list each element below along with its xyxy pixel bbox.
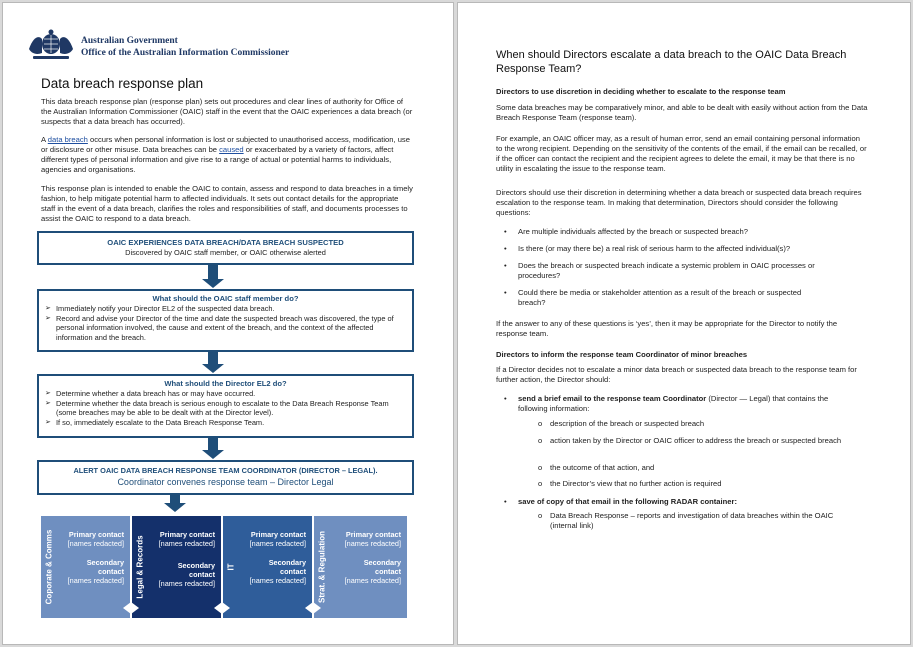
circle-bullet-icon: o	[538, 511, 543, 520]
flow-box-2-heading: What should the OAIC staff member do?	[152, 294, 299, 303]
staff-actions-list	[45, 304, 406, 342]
flow-box-director	[37, 374, 414, 438]
action-save-copy: save of copy of that email in the following RADAR container:	[518, 497, 737, 506]
list-item: ➢ Determine whether a data breach has or may have occurred.	[45, 389, 406, 399]
primary-value: [names redacted]	[249, 539, 306, 548]
intro-paragraph: This data breach response plan (response plan) sets out procedures and clear lines of authority for Office of the Australian Information Commissioner (OAIC) staff in the event that the OAIC experiences a data breach (or suspects that a data breach has occurred).	[41, 97, 413, 126]
flow-box-alert-coordinator	[37, 460, 414, 495]
connector-triangle	[313, 602, 321, 614]
secondary-value: [names redacted]	[158, 579, 215, 588]
flow-box-4-heading: ALERT OAIC DATA BREACH RESPONSE TEAM COORDINATOR (DIRECTOR – LEGAL).	[73, 466, 378, 475]
paragraph-director-should: If a Director decides not to escalate a minor data breach or suspected data breach to the response team for further action, the Director should:	[496, 365, 857, 384]
circle-bullet-icon: o	[538, 436, 543, 445]
purpose-paragraph: This response plan is intended to enable the OAIC to contain, assess and respond to data breaches in a timely fashion, to help mitigate potential harm to affected individuals. It sets out contact details for the appropriate staff in the event of a data breach, clarifies the roles and responsibilities of staff, and documents processes to assist the OAIC to respond to a data breach.	[41, 184, 413, 223]
team-it	[223, 516, 312, 618]
circle-bullet-icon: o	[538, 463, 543, 472]
definition-paragraph	[41, 135, 413, 175]
info-item: the Director’s view that no further action is required	[550, 479, 722, 488]
secondary-contact	[68, 558, 124, 585]
secondary-value: [names redacted]	[67, 576, 124, 585]
oaic-logo	[25, 29, 290, 63]
bullet-icon: •	[504, 497, 507, 506]
document-title: Data breach response plan	[41, 76, 204, 91]
circle-bullet-icon: o	[538, 419, 543, 428]
secondary-label: Secondary	[86, 558, 124, 567]
connector-triangle	[131, 602, 139, 614]
flow-arrow-4-head	[164, 503, 186, 512]
secondary-contact	[345, 558, 401, 585]
team-name: Legal & Records	[135, 535, 145, 599]
flow-arrow-2-shaft	[208, 352, 218, 364]
definition-suffix: or exacerbated by a variety of factors, affect different types of personal information and give rise to a range of actual or potential harms to individuals, agencies and organisations.	[41, 144, 394, 174]
team-corporate-comms	[41, 516, 130, 618]
flow-box-breach-suspected	[37, 231, 414, 265]
team-strat-regulation	[314, 516, 407, 618]
team-name: IT	[226, 563, 236, 571]
info-item: action taken by the Director or OAIC officer to address the breach or suspected breach	[550, 436, 842, 445]
primary-value: [names redacted]	[67, 539, 124, 548]
question-item: Are multiple individuals affected by the breach or suspected breach?	[518, 227, 748, 236]
team-name: Strat. & Regulation	[317, 530, 327, 604]
flow-arrow-1-shaft	[208, 265, 218, 279]
secondary-value: [names redacted]	[344, 576, 401, 585]
secondary-label: Secondary	[177, 561, 215, 570]
definition-prefix: A	[41, 135, 48, 144]
flow-arrow-1-head	[202, 279, 224, 288]
question-item: Is there (or may there be) a real risk of serious harm to the affected individual(s)?	[518, 244, 791, 253]
office-name: Office of the Australian Information Commissioner	[81, 48, 290, 58]
flow-box-1-subtext: Discovered by OAIC staff member, or OAIC otherwise alerted	[125, 248, 326, 257]
document-page-1	[2, 2, 454, 645]
secondary-label-2: contact	[98, 567, 124, 576]
send-email-bold: send a brief email to the response team Coordinator	[518, 394, 707, 403]
primary-label: Primary contact	[250, 530, 306, 539]
list-item: ➢ Immediately notify your Director EL2 of the suspected data breach.	[45, 304, 406, 314]
document-page-2	[457, 2, 911, 645]
bullet-icon: •	[504, 288, 507, 297]
bullet-icon: •	[504, 227, 507, 236]
flow-box-1-heading: OAIC EXPERIENCES DATA BREACH/DATA BREACH SUSPECTED	[107, 238, 344, 247]
primary-contact	[345, 530, 401, 548]
flow-arrow-2-head	[202, 364, 224, 373]
government-name: Australian Government	[81, 36, 178, 46]
flow-arrow-3-head	[202, 450, 224, 459]
definition-middle: occurs when personal information is lost or subjected to unauthorised access, modification, use or disclosure or other misuse. Data breaches can be	[41, 135, 410, 154]
secondary-contact	[250, 558, 306, 585]
secondary-contact	[159, 561, 215, 588]
list-item: ➢ If so, immediately escalate to the Data Breach Response Team.	[45, 418, 406, 428]
secondary-value: [names redacted]	[249, 576, 306, 585]
circle-bullet-icon: o	[538, 479, 543, 488]
team-name: Coporate & Comms	[44, 529, 54, 605]
list-item: ➢ Record and advise your Director of the time and date the suspected breach was discovered, the type of personal information involved, the cause and extent of the breach, and the context of the affected information and the breach.	[45, 314, 406, 343]
paragraph-discretion: Directors should use their discretion in determining whether a data breach or suspected data breach requires escalation to the response team. In making that determination, Directors should consider the following questions:	[496, 188, 862, 217]
paragraph-minor-breaches: Some data breaches may be comparatively minor, and able to be dealt with easily without action from the Data Breach Response Team (response team).	[496, 103, 868, 122]
connector-triangle	[305, 602, 313, 614]
primary-label: Primary contact	[68, 530, 124, 539]
section-heading: When should Directors escalate a data breach to the OAIC Data Breach Response Team?	[496, 49, 847, 75]
primary-label: Primary contact	[345, 530, 401, 539]
flow-box-3-heading: What should the Director EL2 do?	[164, 379, 287, 388]
bullet-icon: •	[504, 261, 507, 270]
secondary-label: Secondary	[268, 558, 306, 567]
info-item: description of the breach or suspected breach	[550, 419, 705, 428]
flow-arrow-3-shaft	[208, 438, 218, 450]
info-item: the outcome of that action, and	[550, 463, 655, 472]
caused-link[interactable]: caused	[219, 144, 244, 154]
coat-of-arms-icon	[25, 29, 77, 61]
action-send-email	[518, 394, 858, 414]
primary-contact	[250, 530, 306, 548]
flow-box-staff-member	[37, 289, 414, 352]
flow-box-4-subtext: Coordinator convenes response team – Director Legal	[117, 477, 334, 487]
secondary-label-2: contact	[189, 570, 215, 579]
paragraph-answer: If the answer to any of these questions is ‘yes’, then it may be appropriate for the Director to notify the response team.	[496, 319, 838, 338]
send-email-rest: (Director — Legal) that contains the following information:	[518, 394, 829, 413]
team-legal-records	[132, 516, 221, 618]
primary-value: [names redacted]	[158, 539, 215, 548]
primary-label: Primary contact	[159, 530, 215, 539]
data-breach-link[interactable]: data breach	[47, 135, 88, 144]
connector-triangle	[214, 602, 222, 614]
connector-triangle	[123, 602, 131, 614]
team-label	[41, 516, 57, 618]
list-item: ➢ Determine whether the data breach is serious enough to escalate to the Data Breach Response Team (some breaches may be able to be dealt with at the Director level).	[45, 399, 406, 418]
paragraph-example: For example, an OAIC officer may, as a result of human error, send an email containing personal information to the wrong recipient. Depending on the sensitivity of the contents of the email, if the email can be recalled, or if the officer can contact the recipient and the recipient agrees to delete the email, it may be that there is no utility in escalating the issue to the response team.	[496, 134, 867, 173]
question-item: Could there be media or stakeholder attention as a result of the breach or suspected breach?	[518, 288, 802, 307]
primary-contact	[68, 530, 124, 548]
primary-value: [names redacted]	[344, 539, 401, 548]
question-item: Does the breach or suspected breach indicate a systemic problem in OAIC processes or procedures?	[518, 261, 815, 280]
secondary-label-2: contact	[375, 567, 401, 576]
bullet-icon: •	[504, 244, 507, 253]
flow-arrow-4-shaft	[170, 495, 180, 503]
director-actions-list	[45, 389, 406, 427]
subheading-discretion: Directors to use discretion in deciding whether to escalate to the response team	[496, 87, 786, 96]
subheading-inform: Directors to inform the response team Coordinator of minor breaches	[496, 350, 748, 359]
secondary-label-2: contact	[280, 567, 306, 576]
connector-triangle	[222, 602, 230, 614]
radar-container-item: Data Breach Response – reports and investigation of data breaches within the OAIC (internal link)	[550, 511, 834, 530]
bullet-icon: •	[504, 394, 507, 403]
primary-contact	[159, 530, 215, 548]
secondary-label: Secondary	[363, 558, 401, 567]
